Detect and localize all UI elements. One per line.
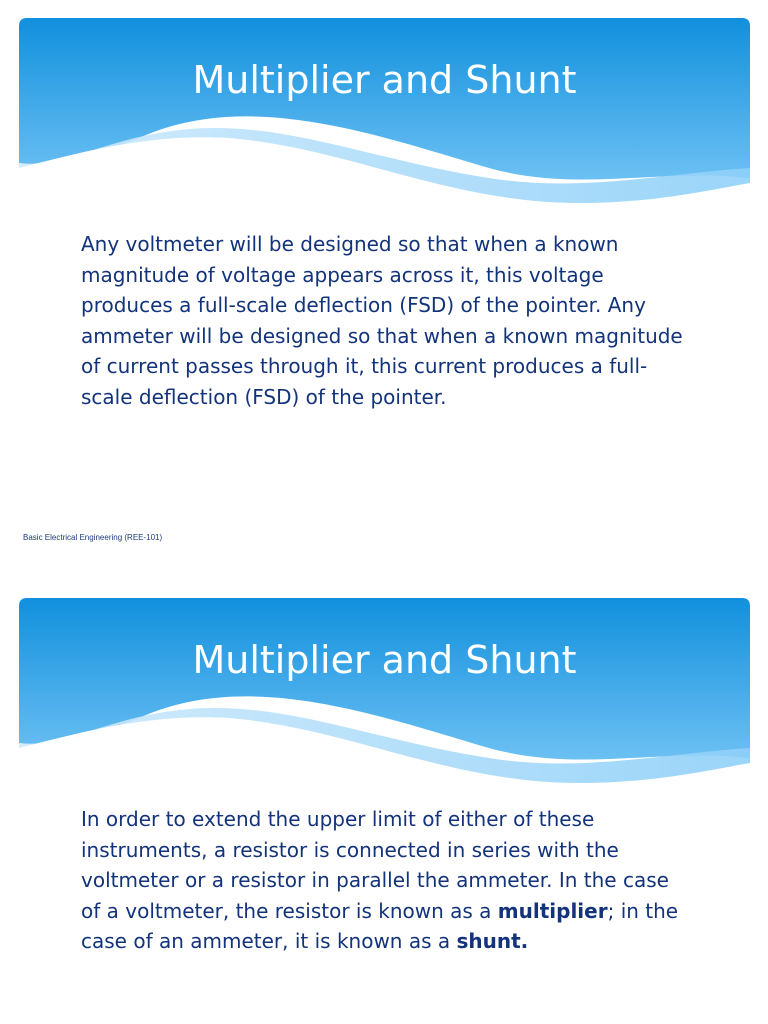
title-banner [19,18,750,213]
slide-footer: Basic Electrical Engineering (REE-101) [23,533,163,542]
slide-title: Multiplier and Shunt [192,58,577,102]
wave-banner-graphic [19,18,750,213]
term-shunt: shunt. [456,929,529,953]
body-text-part-2: ; in the case of an ammeter, it is known as a [81,898,679,953]
title-banner [19,598,750,793]
body-text-part-1: In order to extend the upper limit of either of these instruments, a resistor is connected in series with the voltmeter or a resistor in parallel the ammeter. In the case of a voltmeter, the resistor is known as a [81,807,669,923]
term-multiplier: multiplier [497,898,608,923]
wave-banner-graphic [19,598,750,793]
slide-body-text [81,804,691,957]
slide-body-text: Any voltmeter will be designed so that when a known magnitude of voltage appears across it, this voltage produces a full-scale deflection (FSD) of the pointer. Any ammeter will be designed so that when a known magnitude of current passes through it, this current produces a full-scale deflection (FSD) of the pointer. [81,232,683,409]
slide-title: Multiplier and Shunt [192,638,577,682]
slide-2 [0,580,768,1024]
